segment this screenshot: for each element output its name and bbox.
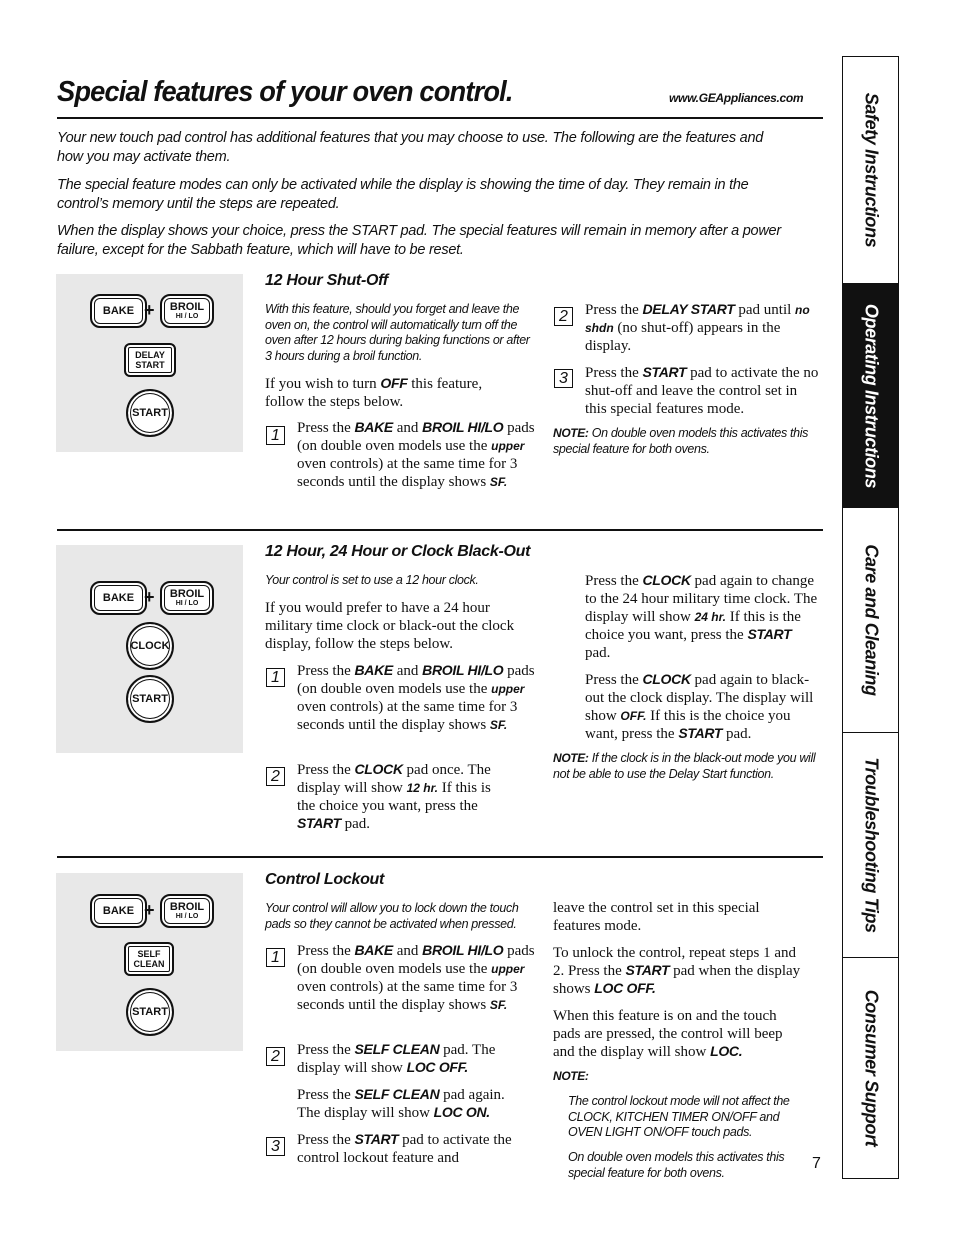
self-clean-pad (124, 942, 174, 976)
tab-operating-instructions[interactable] (843, 284, 898, 508)
broil-pad (160, 581, 214, 615)
broil-pad-label: BROIL (169, 901, 205, 913)
text: Press the (585, 365, 639, 381)
broil-pad-label: BROIL (169, 588, 205, 600)
shutoff-step-1 (297, 419, 537, 491)
clock-intro: Your control is set to use a 12 hour clock. (265, 573, 479, 587)
text: pad again to change to the 24 hour military time clock. The display will show (585, 573, 818, 625)
page-title: Special features of your oven control. (57, 76, 513, 108)
text: pad to activate the control lockout feature and (297, 1132, 512, 1166)
keyword: upper (491, 439, 525, 453)
tab-label: Consumer Support (861, 989, 881, 1147)
step-number: 2 (554, 307, 573, 326)
tab-label: Operating Instructions (861, 303, 881, 488)
text: If this is the choice you want, press the (585, 708, 791, 742)
text: pad when the display shows (553, 963, 801, 997)
keyword: BROIL HI/LO (422, 419, 504, 435)
clean-pad-label: CLEAN (133, 959, 165, 969)
keypad-illustration-clock (56, 545, 243, 753)
lockout-note-1: The control lockout mode will not affect the CLOCK, KITCHEN TIMER ON/OFF and OVEN LIGHT ON/OFF touch pads. (568, 1094, 790, 1139)
clock-right-para-1 (585, 572, 820, 662)
text: pad again. The display will show (297, 1087, 505, 1121)
keyword: SF. (489, 998, 508, 1012)
step-number: 3 (266, 1137, 285, 1156)
lockout-intro: Your control will allow you to lock down the touch pads so they cannot be activated when pressed. (265, 901, 519, 931)
keyword: BROIL HI/LO (422, 662, 504, 678)
start-pad: START (126, 675, 174, 723)
clock-step-1 (297, 662, 537, 734)
keyword: START (625, 962, 670, 978)
text: pads (on double oven models use the (297, 943, 535, 977)
keyword: 12 hr. (406, 781, 438, 795)
text: Press the (585, 573, 639, 589)
text: Press the (297, 1087, 351, 1103)
text: pad to activate the no shut-off and leave the control set in this special features mode. (585, 365, 819, 417)
broil-pad-sublabel: HI / LO (175, 313, 199, 320)
start-pad: START (126, 389, 174, 437)
lockout-step-1 (297, 942, 537, 1014)
step-number: 3 (554, 369, 573, 388)
lockout-step-2-repeat (297, 1086, 512, 1122)
keyword: SF. (489, 475, 508, 489)
lockout-note-2: On double oven models this activates this special feature for both ovens. (568, 1150, 785, 1180)
text: and (396, 943, 419, 959)
keyword: BAKE (354, 942, 393, 958)
keyword: CLOCK (354, 761, 403, 777)
text: If this is the choice you want, press the (297, 780, 491, 814)
text: pad until (738, 302, 792, 318)
section-heading-shutoff: 12 Hour Shut-Off (265, 272, 388, 289)
text: To unlock the control, repeat steps 1 and 2. Press the (553, 945, 797, 979)
clock-instruction: If you would prefer to have a 24 hour military time clock or black-out the clock display, follow the steps below. (265, 600, 515, 652)
bake-pad: BAKE (90, 294, 147, 328)
text: pads (on double oven models use the (297, 420, 535, 454)
keyword: BAKE (354, 419, 393, 435)
broil-pad (160, 294, 214, 328)
section-heading-clock: 12 Hour, 24 Hour or Clock Black-Out (265, 543, 531, 560)
text: oven controls) at the same time for 3 seconds until the display shows (297, 456, 518, 490)
keypad-illustration-lockout (56, 873, 243, 1051)
tab-care-and-cleaning[interactable] (843, 508, 898, 733)
keyword: CLOCK (642, 671, 691, 687)
delay-pad-label: DELAY (135, 350, 165, 360)
keyword: BROIL HI/LO (422, 942, 504, 958)
shutoff-instruction (265, 375, 515, 411)
text: Press the (585, 672, 639, 688)
text: and (396, 663, 419, 679)
keyword: LOC ON. (433, 1104, 490, 1120)
page-number: 7 (812, 1155, 821, 1172)
text: Press the (297, 1132, 351, 1148)
keyword: START (678, 725, 723, 741)
keyword: CLOCK (642, 572, 691, 588)
website-url[interactable]: www.GEAppliances.com (669, 91, 804, 105)
step-number: 1 (266, 668, 285, 687)
lockout-right-para-1: leave the control set in this special features mode. (553, 900, 760, 934)
broil-pad (160, 894, 214, 928)
text: Press the (297, 762, 351, 778)
note-text: On double oven models this activates this special feature for both ovens. (553, 426, 809, 456)
keyword: upper (491, 962, 525, 976)
bake-pad: BAKE (90, 581, 147, 615)
keyword: LOC. (710, 1043, 743, 1059)
bake-pad: BAKE (90, 894, 147, 928)
text: and (396, 420, 419, 436)
text: pad. (585, 645, 611, 661)
section-tabs (842, 56, 899, 1179)
keyword: no shdn (585, 303, 810, 335)
shutoff-step-2 (585, 301, 820, 355)
keyword: OFF (380, 375, 408, 391)
shutoff-note (553, 426, 825, 457)
text: pad. The display will show (297, 1042, 496, 1076)
text: pad. (725, 726, 752, 742)
note-text: If the clock is in the black-out mode you will not be able to use the Delay Start function. (553, 751, 816, 781)
text: Press the (297, 943, 351, 959)
step-number: 2 (266, 767, 285, 786)
step-number: 1 (266, 948, 285, 967)
keyword: START (747, 626, 792, 642)
keyword: 24 hr. (694, 610, 726, 624)
lockout-right-para-3 (553, 1007, 803, 1061)
tab-label: Safety Instructions (861, 92, 881, 248)
text: (no shut-off) appears in the display. (585, 320, 781, 354)
clock-pad: CLOCK (126, 622, 174, 670)
plus-sign: + (144, 900, 155, 920)
shutoff-step-3 (585, 364, 820, 418)
keyword: SELF CLEAN (354, 1086, 440, 1102)
text: oven controls) at the same time for 3 seconds until the display shows (297, 979, 518, 1013)
keyword: SF. (489, 718, 508, 732)
broil-pad-sublabel: HI / LO (175, 600, 199, 607)
keyword: SELF CLEAN (354, 1041, 440, 1057)
text: Press the (585, 302, 639, 318)
text: Press the (297, 663, 351, 679)
delay-start-pad (124, 343, 176, 377)
shutoff-intro: With this feature, should you forget and leave the oven on, the control will automatically turn off the oven after 12 hours during baking functions or after 3 hours during a broil function. (265, 302, 530, 363)
clock-step-2 (297, 761, 512, 833)
section-heading-lockout: Control Lockout (265, 871, 385, 888)
lockout-step-2 (297, 1041, 512, 1077)
text: Press the (297, 1042, 351, 1058)
tab-label: Care and Cleaning (861, 544, 881, 696)
note-label: NOTE: (553, 1069, 589, 1083)
intro-paragraph-1: Your new touch pad control has additional features that you may choose to use. The following are the features and how you may activate them. (57, 130, 764, 165)
intro-paragraph-2: The special feature modes can only be activated while the display is showing the time of day. They remain in the control’s memory until the steps are repeated. (57, 177, 749, 212)
keyword: START (297, 815, 341, 831)
clock-note (553, 751, 825, 782)
start-pad: START (126, 988, 174, 1036)
step-number: 2 (266, 1047, 285, 1066)
self-pad-label: SELF (137, 949, 161, 959)
keyword: upper (491, 682, 525, 696)
step-number: 1 (266, 426, 285, 445)
tab-consumer-support[interactable] (843, 958, 898, 1178)
keyword: START (642, 364, 687, 380)
text: pad once. The display will show (297, 762, 491, 796)
plus-sign: + (144, 300, 155, 320)
lockout-note-label (553, 1069, 589, 1085)
plus-sign: + (144, 587, 155, 607)
keyword: BAKE (354, 662, 393, 678)
keypad-illustration-shutoff (56, 274, 243, 452)
keyword: DELAY START (642, 301, 735, 317)
keyword: START (354, 1131, 399, 1147)
header-rule (57, 117, 823, 119)
keyword: LOC OFF. (594, 980, 656, 996)
text: Press the (297, 420, 351, 436)
tab-safety-instructions[interactable] (843, 57, 898, 284)
clock-right-para-2 (585, 671, 820, 743)
note-label: NOTE: (553, 426, 589, 440)
note-label: NOTE: (553, 751, 589, 765)
text: If this is the choice you want, press the (585, 609, 801, 643)
lockout-step-3 (297, 1131, 512, 1167)
text: When this feature is on and the touch pads are pressed, the control will beep and the display will show (553, 1008, 783, 1060)
text: pad again to black-out the clock display. The display will show (585, 672, 814, 724)
section-divider (57, 856, 823, 858)
section-divider (57, 529, 823, 531)
intro-paragraph-3: When the display shows your choice, press the START pad. The special features will remain in memory after a power failure, except for the Sabbath feature, which will have to be reset. (57, 223, 781, 258)
keyword: OFF. (620, 709, 647, 723)
broil-pad-sublabel: HI / LO (175, 913, 199, 920)
tab-troubleshooting-tips[interactable] (843, 733, 898, 958)
text: pad. (344, 816, 371, 832)
text: this feature, follow the steps below. (265, 376, 483, 410)
text: oven controls) at the same time for 3 seconds until the display shows (297, 699, 518, 733)
delay-pad-sublabel: START (135, 360, 165, 370)
lockout-right-para-2 (553, 944, 803, 998)
keyword: LOC OFF. (406, 1059, 468, 1075)
text: pads (on double oven models use the (297, 663, 535, 697)
broil-pad-label: BROIL (169, 301, 205, 313)
tab-label: Troubleshooting Tips (861, 757, 881, 933)
text: If you wish to turn (265, 376, 377, 392)
